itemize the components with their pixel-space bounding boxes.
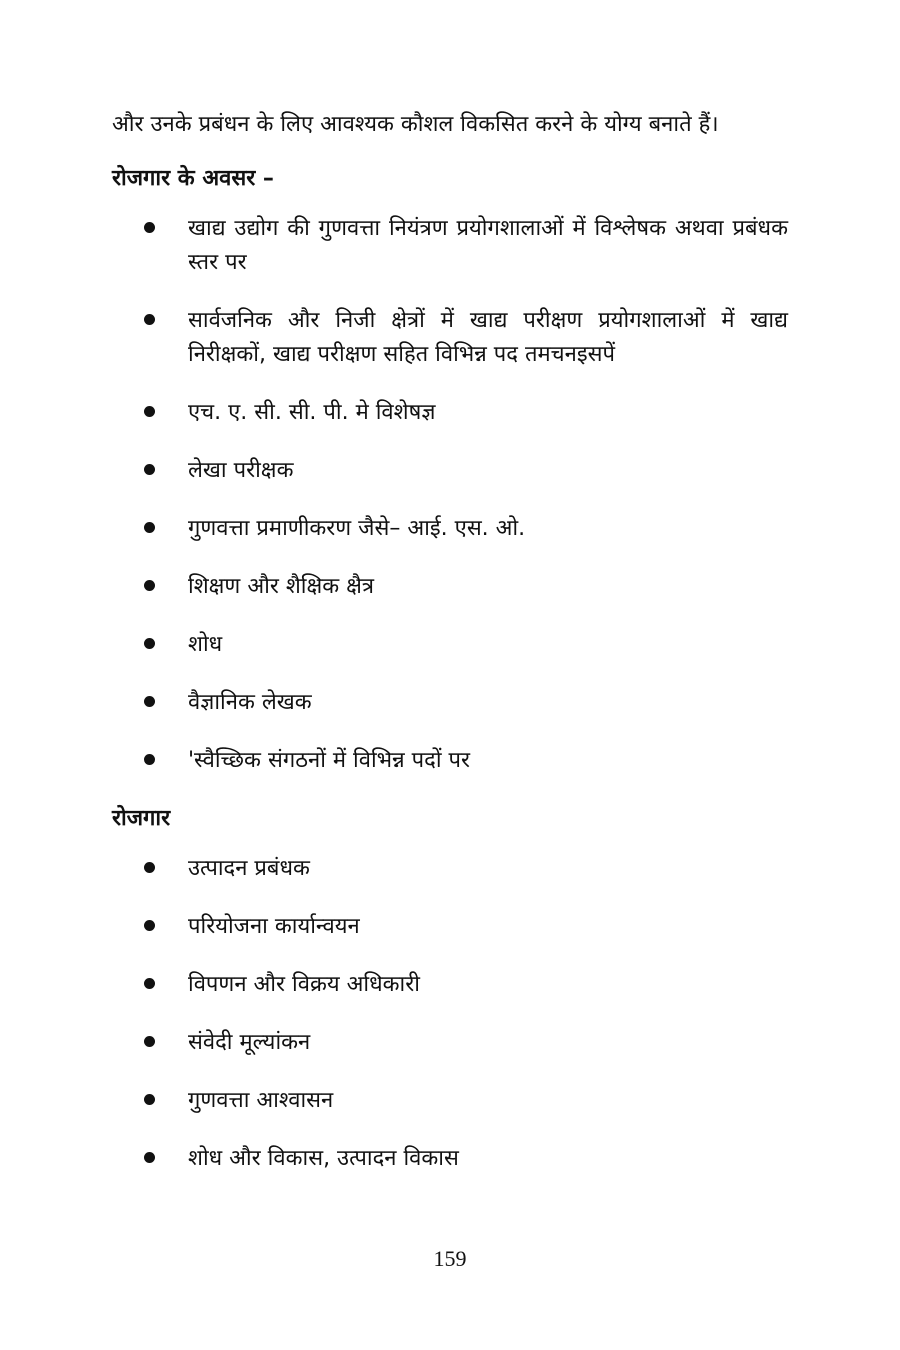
list-item: परियोजना कार्यान्वयन [112,910,788,944]
bullet-icon [144,222,155,233]
list-item: एच. ए. सी. सी. पी. मे विशेषज्ञ [112,396,788,430]
bullet-icon [144,464,155,475]
bullet-icon [144,638,155,649]
list-item: सार्वजनिक और निजी क्षेत्रों में खाद्य परीक्षण प्रयोगशालाओं में खाद्य निरीक्षकों, खाद्य परीक्षण सहित विभिन्न पद तमचनइसपें [112,304,788,372]
bullet-icon [144,580,155,591]
employment-list [112,852,788,1176]
page-content [112,108,788,1200]
bullet-icon [144,862,155,873]
bullet-icon [144,406,155,417]
bullet-icon [144,754,155,765]
list-item: 'स्वैच्छिक संगठनों में विभिन्न पदों पर [112,744,788,778]
list-item: विपणन और विक्रय अधिकारी [112,968,788,1002]
list-item: शिक्षण और शैक्षिक क्षैत्र [112,570,788,604]
list-item: गुणवत्ता प्रमाणीकरण जैसे– आई. एस. ओ. [112,512,788,546]
list-item: खाद्य उद्योग की गुणवत्ता नियंत्रण प्रयोगशालाओं में विश्लेषक अथवा प्रबंधक स्तर पर [112,212,788,280]
bullet-icon [144,978,155,989]
list-item: उत्पादन प्रबंधक [112,852,788,886]
list-item: वैज्ञानिक लेखक [112,686,788,720]
employment-opportunities-list [112,212,788,778]
list-item: शोध और विकास, उत्पादन विकास [112,1142,788,1176]
section-heading-employment-opportunities: रोजगार के अवसर – [112,166,274,191]
list-item: शोध [112,628,788,662]
bullet-icon [144,522,155,533]
page-number: 159 [433,1246,467,1271]
bullet-icon [144,696,155,707]
intro-paragraph: और उनके प्रबंधन के लिए आवश्यक कौशल विकसित करने के योग्य बनाते हैं। [112,112,719,137]
bullet-icon [144,1094,155,1105]
list-item: लेखा परीक्षक [112,454,788,488]
list-item: गुणवत्ता आश्वासन [112,1084,788,1118]
section-heading-employment: रोजगार [112,806,171,831]
bullet-icon [144,1036,155,1047]
bullet-icon [144,1152,155,1163]
list-item: संवेदी मूल्यांकन [112,1026,788,1060]
bullet-icon [144,314,155,325]
bullet-icon [144,920,155,931]
